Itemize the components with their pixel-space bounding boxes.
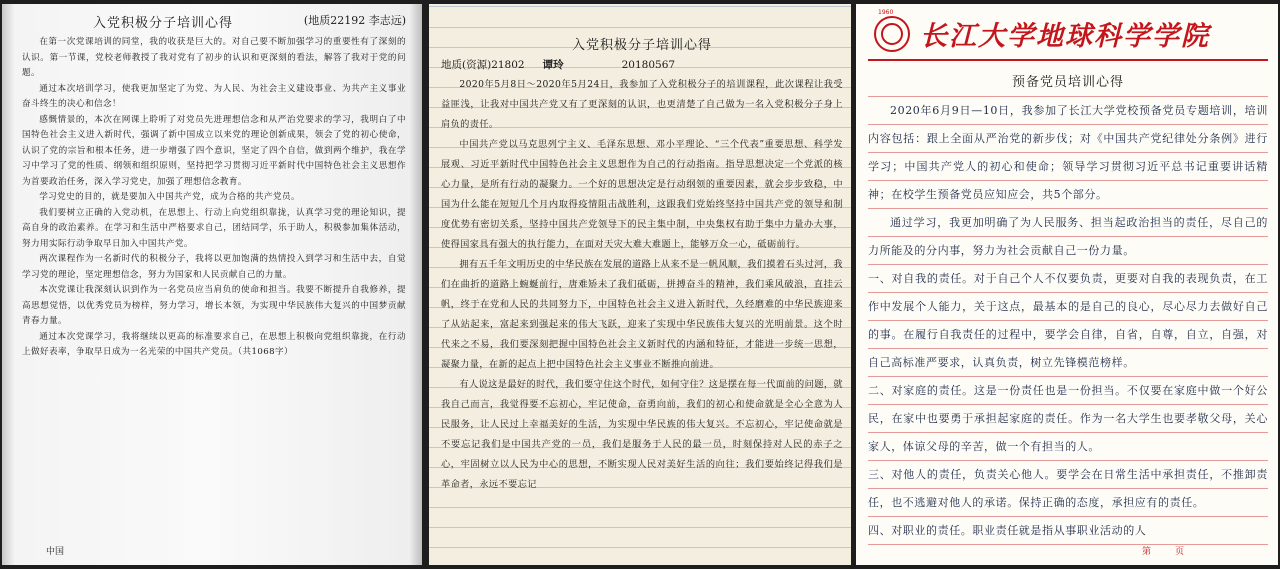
university-name: 长江大学地球科学学院 <box>920 21 1210 52</box>
panel1-body <box>22 35 406 361</box>
paragraph: 两次课程作为一名新时代的积极分子，我将以更加饱满的热情投入到学习和生活中去，自觉学习党的理论，坚定理想信念，努力为国家和人民贡献自己的力量。 <box>22 254 406 280</box>
photo-panel-2 <box>429 4 851 565</box>
panel2-meta <box>441 55 843 75</box>
panel2-class: 地质(资源)21802 <box>441 59 525 71</box>
paragraph: 有人说这是最好的时代，我们要守住这个时代，如何守住？这是摆在每一代面前的问题，就我自己而言，我觉得要不忘初心，牢记使命，奋勇向前，我们的初心和使命就是全心全意为人民服务，让人民过上幸福美好的生活，为实现中华民族的伟大复兴。不忘初心，牢记使命就是不要忘记我们是中国共产党的一员，我们是服务于人民的最一员，时刻保持对人民的赤子之心，牢固树立以人民为中心的思想，不断实现人民对美好生活的向往；我们要始终记得我们是革命者，永远不要忘记 <box>441 379 843 490</box>
panel1-author-tag: (地质22192 李志远) <box>303 14 406 27</box>
panel3-body <box>868 69 1268 545</box>
panel2-name: 谭玲 <box>542 59 564 71</box>
paragraph: 三、对他人的责任，负责关心他人。要学会在日常生活中承担责任，不推卸责任，也不逃避对他人的承诺。保持正确的态度，承担应有的责任。 <box>868 468 1268 509</box>
paragraph: 中国共产党以马克思列宁主义、毛泽东思想、邓小平理论、“三个代表”重要思想、科学发展观、习近平新时代中国特色社会主义思想作为自己的行动指南。指导思想决定一个党派的核心力量，是所有行动的凝聚力。一个好的思想决定是行动纲领的重要因素，就会步步致稳，中国为什么能在短短几个月内取得疫情阻击战胜利，这跟我们党始终坚持中国共产党的领导和制度优势有密切关系，坚持中国共产党领导下的民主集中制，中央集权有助于集中力量办大事，使得国家具有强大的执行能力，在面对天灾大难大难题上，能够万众一心，砥砺前行。 <box>441 139 843 250</box>
paragraph: 拥有五千年文明历史的中华民族在发展的道路上从来不是一帆风顺，我们摸着石头过河，我们在曲折的道路上蜿蜒前行，唐难矫未了我们砥砺，拼搏奋斗的精神，我们乘风破浪，直挂云帆，终于在党和人民的共同努力下，中国特色社会主义进入新时代，久经磨难的中华民族迎来了从站起来，富起来到强起来的伟大飞跃，迎来了实现中华民族伟大复兴的光明前景。这个时代来之不易，我们要深刻把握中国特色社会主义新时代的内涵和特征，才能进一步统一思想，凝聚力量，在新的起点上把中国特色社会主义事业不断推向前进。 <box>441 259 843 370</box>
photo-panel-3 <box>856 4 1278 565</box>
panel2-student-id: 20180567 <box>621 59 676 71</box>
university-logo-icon <box>874 8 910 52</box>
paragraph: 四、对职业的责任。职业责任就是指从事职业活动的人 <box>868 524 1147 537</box>
paragraph: 通过本次培训学习，使我更加坚定了为党、为人民、为社会主义建设事业、为共产主义事业奋斗终生的决心和信念！ <box>22 83 406 109</box>
paragraph: 2020年5月8日～2020年5月24日，我参加了入党积极分子的培训课程，此次课程让我受益匪浅，让我对中国共产党又有了更深刻的认识，也更清楚了自己做为一名入党积极分子身上肩负的责任。 <box>441 79 843 130</box>
paragraph: 2020年6月9日—10日，我参加了长江大学党校预备党员专题培训，培训内容包括：跟上全面从严治党的新步伐；对《中国共产党纪律处分条例》进行学习；中国共产党人的初心和使命；领导学习贯彻习近平总书记重要讲话精神；在校学生预备党员应知应会，共5个部分。 <box>868 104 1268 201</box>
paragraph: 一、对自我的责任。对于自己个人不仅要负责，更要对自我的表现负责，在工作中发展个人能力，关于这点，最基本的是自己的良心，尽心尽力去做好自己的事。在履行自我责任的过程中，要学会自律，自省，自尊，自立，自强，对自己高标准严要求，认真负责，树立先锋模范榜样。 <box>868 272 1268 369</box>
letterhead <box>868 4 1268 59</box>
panel1-title: 入党积极分子培训心得 <box>92 16 233 31</box>
paragraph: 学习党史的目的，就是要加入中国共产党，成为合格的共产党员。 <box>39 192 301 202</box>
panel2-body <box>441 75 843 495</box>
paragraph: 通过本次党课学习，我将继续以更高的标准要求自己，在思想上积极向党组织靠拢，在行动上做好表率，争取早日成为一名光荣的中国共产党员。（共1068字） <box>22 331 406 357</box>
paragraph: 二、对家庭的责任。这是一份责任也是一份担当。不仅要在家庭中做一个好公民，在家中也要勇于承担起家庭的责任。作为一名大学生也要孝敬父母，关心家人，体谅父母的辛苦，做一个有担当的人。 <box>868 384 1268 453</box>
page-number-mark: 第页 <box>1141 547 1208 557</box>
letterhead-rule <box>868 59 1268 61</box>
panel2-title: 入党积极分子培训心得 <box>571 38 712 53</box>
paragraph: 感慨情景的，本次在网课上聆听了对党员先进理想信念和从严治党要求的学习，我明白了中国特色社会主义进入新时代，强调了新中国成立以来党的理论创新成果，领会了党的初心使命，认识了党的宗旨和根本任务，进一步增强了四个意识，坚定了四个自信，做到两个维护，我在学习中学习了党的性质、纲领和组织原则，坚持把学习贯彻习近平新时代中国特色社会主义思想作为首要政治任务，深入学习党史，加强了理想信念教育。 <box>22 114 406 187</box>
paragraph: 在第一次党课培训的同堂，我的收获是巨大的。对自己要不断加强学习的重要性有了深刻的认识。第一节课，党校老师教授了我对党有了初步的认识和更深刻的看法，解答了我对于党的问题。 <box>22 37 406 78</box>
logo-year: 1960 <box>878 8 894 16</box>
paragraph: 我们要树立正确的入党动机，在思想上、行动上向党组织靠拢，认真学习党的理论知识，提高自身的政治素养。在学习和生活中严格要求自己，团结同学，乐于助人，积极参加集体活动，努力用实际行动争取早日加入中国共产党。 <box>22 207 406 249</box>
paragraph: 通过学习，我更加明确了为人民服务、担当起政治担当的责任，尽自己的力所能及的分内事，努力为社会贡献自己一份力量。 <box>868 216 1268 257</box>
panel1-header <box>22 12 406 31</box>
panel3-title: 预备党员培训心得 <box>1011 75 1124 90</box>
paragraph: 本次党课让我深刻认识到作为一名党员应当肩负的使命和担当。我要不断提升自我修养，提高思想觉悟，以优秀党员为榜样，努力学习，增长本领，为实现中华民族伟大复兴的中国梦贡献青春力量。 <box>22 285 406 326</box>
photo-panel-1 <box>2 4 422 565</box>
panel1-footer-mark: 中国 <box>46 547 65 557</box>
